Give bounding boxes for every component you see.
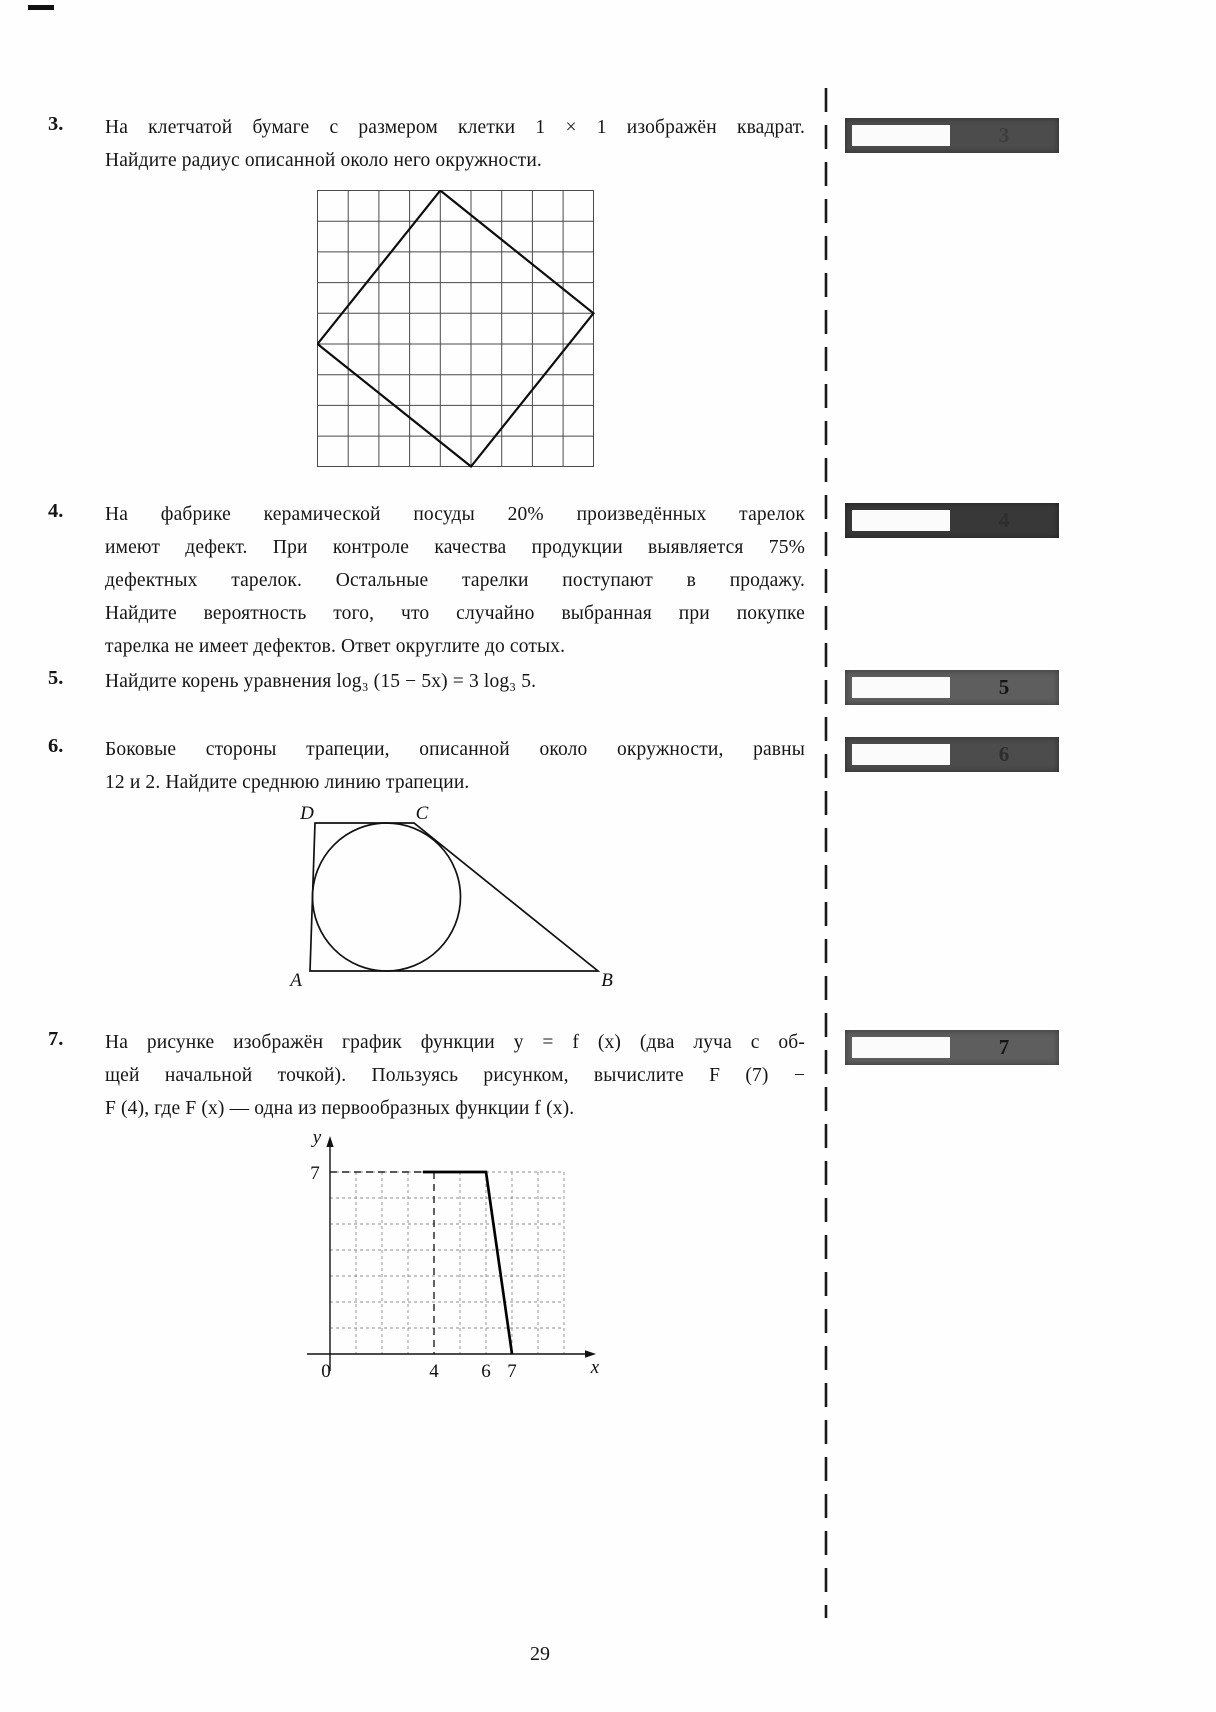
problem-4-line-2: имеют дефект. При контроле качества продукции выявляется 75% [105,537,805,558]
problem-6-number: 6. [48,735,64,757]
problem-5-line-1: Найдите корень уравнения log₃ (15 − 5x) = 3 log₃ 5. [105,671,537,692]
problem-4-line-4: Найдите вероятность того, что случайно выбранная при покупке [105,603,805,624]
vertex-label-a: A [290,970,302,991]
problem-6-line-1: Боковые стороны трапеции, описанной около окружности, равны [105,739,805,760]
problem-4-line-3: дефектных тарелок. Остальные тарелки поступают в продажу. [105,570,805,591]
answer-box-7-digit: 7 [998,1035,1010,1059]
inscribed-square [318,191,594,467]
problem-6-line-2: 12 и 2. Найдите среднюю линию трапеции. [105,772,470,793]
answer-box-4 [845,503,1059,538]
problem-7-line-1: На рисунке изображён график функции y = f (x) (два луча с об- [105,1032,805,1053]
y-tick-7: 7 [310,1163,320,1184]
problem-5-text [105,665,805,698]
page-number: 29 [530,1643,550,1665]
answer-box-3 [845,118,1059,153]
trapezoid-outline [310,823,598,971]
x-tick-6: 6 [481,1361,491,1382]
problem-3-line-2: Найдите радиус описанной около него окружности. [105,150,542,171]
problem-7-line-3: F (4), где F (x) — одна из первообразных функции f (x). [105,1098,575,1119]
dashed-separator [823,88,829,1618]
page-trim-mark [28,5,54,10]
answer-field-3[interactable] [852,125,950,146]
answer-field-7[interactable] [852,1037,950,1058]
answer-box-4-digit: 4 [998,508,1010,532]
x-tick-0: 0 [321,1361,331,1382]
x-tick-7: 7 [507,1361,517,1382]
answer-field-4[interactable] [852,510,950,531]
problem-7-number: 7. [48,1028,64,1050]
problem-4-number: 4. [48,500,64,522]
problem-4-line-1: На фабрике керамической посуды 20% произведённых тарелок [105,504,805,525]
problem-3-line-1: На клетчатой бумаге с размером клетки 1 × 1 изображён квадрат. [105,117,805,138]
inscribed-circle [313,823,461,971]
problem-7-line-2: щей начальной точкой). Пользуясь рисунком, вычислите F (7) − [105,1065,805,1086]
grid-square-figure [317,190,595,468]
answer-box-7 [845,1030,1059,1065]
problem-4-line-5: тарелка не имеет дефектов. Ответ округлите до сотых. [105,636,566,657]
answer-box-5-digit: 5 [998,675,1010,699]
problem-3-number: 3. [48,113,64,135]
vertex-label-d: D [300,806,314,824]
answer-box-6-digit: 6 [998,742,1010,766]
problem-7-text [105,1026,805,1125]
problem-6-text [105,733,805,799]
problem-4-text [105,498,805,663]
y-axis-label: y [312,1127,322,1148]
graph-grid [330,1172,564,1354]
x-axis-label: x [590,1357,600,1378]
vertex-label-b: B [601,970,613,991]
function-graph-figure [293,1125,608,1397]
problem-3-text [105,111,805,177]
function-curve [423,1172,512,1354]
answer-field-5[interactable] [852,677,950,698]
vertex-label-c: C [415,806,429,824]
problem-5-number: 5. [48,667,64,689]
y-axis-arrow-icon [326,1136,333,1147]
x-tick-4: 4 [429,1361,439,1382]
answer-field-6[interactable] [852,744,950,765]
answer-box-5 [845,670,1059,705]
trapezoid-circle-figure [283,806,618,994]
answer-box-3-digit: 3 [998,123,1010,147]
answer-box-6 [845,737,1059,772]
